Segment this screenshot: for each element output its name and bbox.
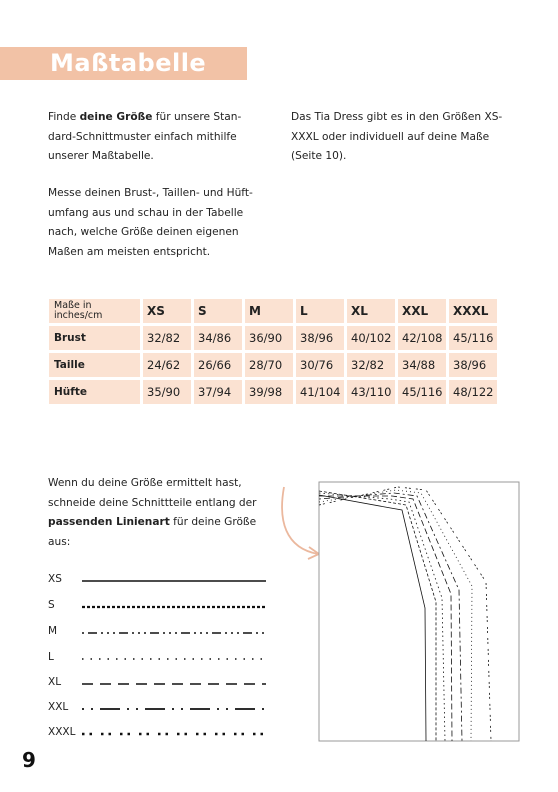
table-cell: 30/76 — [296, 353, 344, 377]
size-header: XXXL — [449, 299, 497, 323]
row-label: Hüfte — [49, 380, 140, 404]
table-cell: 35/90 — [143, 380, 191, 404]
row-label: Brust — [49, 326, 140, 350]
size-header: M — [245, 299, 293, 323]
table-cell: 28/70 — [245, 353, 293, 377]
page-title: Maßtabelle — [50, 49, 207, 77]
intro-paragraph-3: Das Tia Dress gibt es in den Größen XS-XXXL oder individuell auf deine Maße (Seite 10). — [291, 111, 503, 162]
intro-text: Finde — [48, 111, 80, 123]
size-header: XL — [347, 299, 395, 323]
table-cell: 41/104 — [296, 380, 344, 404]
legend-label-xl: XL — [48, 676, 62, 688]
table-cell: 40/102 — [347, 326, 395, 350]
table-cell: 45/116 — [449, 326, 497, 350]
legend-label-l: L — [48, 651, 54, 663]
instruction-text: für deine Größe aus: — [48, 516, 257, 548]
table-cell: 26/66 — [194, 353, 242, 377]
table-cell: 43/110 — [347, 380, 395, 404]
table-cell: 45/116 — [398, 380, 446, 404]
row-label: Taille — [49, 353, 140, 377]
table-cell: 38/96 — [449, 353, 497, 377]
table-cell: 24/62 — [143, 353, 191, 377]
table-cell: 34/86 — [194, 326, 242, 350]
pattern-frame — [319, 482, 519, 741]
table-cell: 36/90 — [245, 326, 293, 350]
legend-label-xxl: XXL — [48, 701, 69, 713]
intro-paragraph-2: Messe deinen Brust-, Taillen- und Hüft-umfang aus und schau in der Tabelle nach, welche Größe deinen eigenen Maßen am meisten entspricht. — [48, 187, 253, 258]
table-cell: 38/96 — [296, 326, 344, 350]
size-header: S — [194, 299, 242, 323]
table-cell: 32/82 — [347, 353, 395, 377]
arrow-icon — [282, 487, 318, 554]
instruction-bold: passenden Linienart — [48, 516, 170, 528]
legend-label-m: M — [48, 625, 58, 637]
instruction-text: Wenn du deine Größe ermittelt hast, schneide deine Schnittteile entlang der — [48, 477, 257, 509]
table-cell: 39/98 — [245, 380, 293, 404]
size-header: XS — [143, 299, 191, 323]
intro-bold: deine Größe — [79, 111, 153, 123]
table-cell: 34/88 — [398, 353, 446, 377]
legend-label-xs: XS — [48, 573, 62, 585]
table-cell: 37/94 — [194, 380, 242, 404]
intro-text: für unsere Stan-dard-Schnittmuster einfach mithilfe unserer Maßtabelle. — [48, 111, 242, 162]
table-cell: 32/82 — [143, 326, 191, 350]
page-number: 9 — [22, 748, 36, 772]
table-cell: 48/122 — [449, 380, 497, 404]
table-cell: 42/108 — [398, 326, 446, 350]
legend-label-s: S — [48, 599, 55, 611]
size-header: L — [296, 299, 344, 323]
table-corner-label: Maße in inches/cm — [49, 299, 140, 323]
size-header: XXL — [398, 299, 446, 323]
legend-label-xxxl: XXXL — [48, 726, 76, 738]
